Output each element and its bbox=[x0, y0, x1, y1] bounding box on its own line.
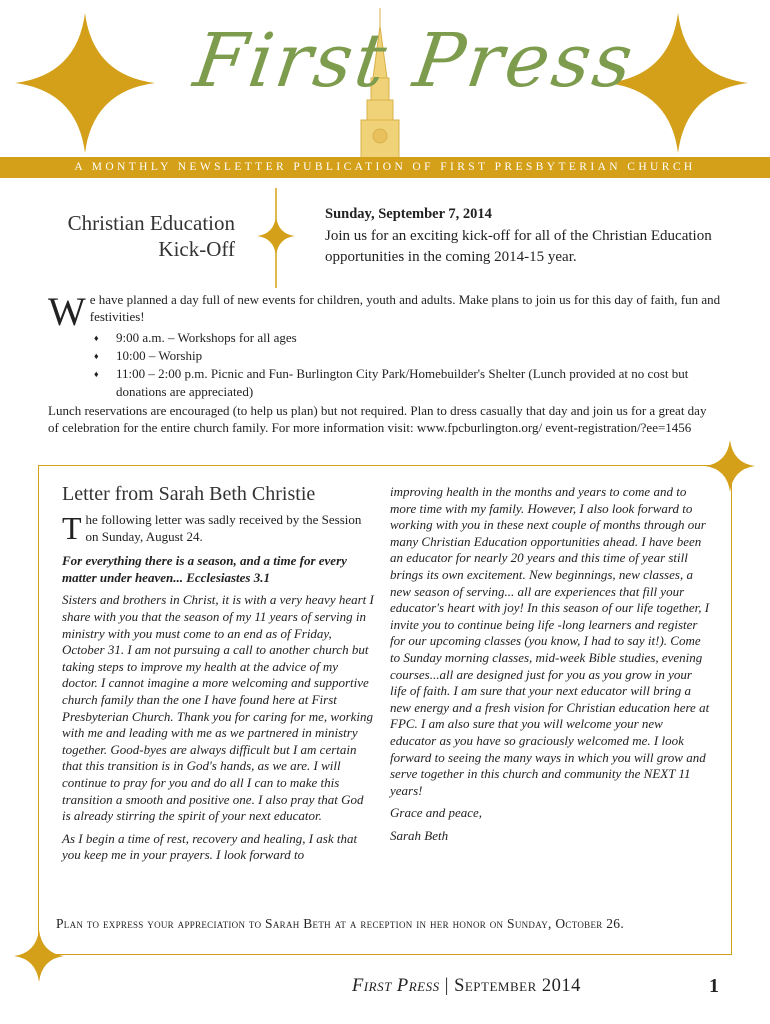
masthead-tagline: A MONTHLY NEWSLETTER PUBLICATION OF FIRST PRESBYTERIAN CHURCH bbox=[0, 157, 770, 178]
schedule-list bbox=[48, 329, 728, 401]
star-icon bbox=[14, 930, 64, 982]
intro-text: e have planned a day full of new events for children, youth and adults. Make plans to join us for this day of faith, fun and festivities! bbox=[89, 292, 721, 324]
schedule-item: ♦ 10:00 – Worship bbox=[94, 347, 728, 365]
event-description: Join us for an exciting kick-off for all of the Christian Education opportunities in the coming 2014-15 year. bbox=[325, 228, 712, 265]
drop-cap: T bbox=[62, 510, 82, 546]
letter-paragraph: improving health in the months and years to come and to more time with my family. However, I also look forward to working with you in these next couple of months through our many Christian Education opportunities ahead. I have been an educator for nearly 20 years and this time of year still brings its own excitement. New beginnings, new classes, a new season of serving... all are experiences that fill your educator's heart with joy! In this season of our life together, I invite you to continue being life -long learners and register for our upcoming classes (you know, I had to say it!). Come to Sunday morning classes, mid-week Bible studies, evening courses...all are designed just for you as you grow in your life of faith. I am sure that your next educator will bring a new energy and a fresh vision for Christian education here at FPC. I am also sure that you will welcome your new educator as you have so graciously welcomed me. I look forward to seeing the many ways in which you will grow and serve together in this church and community the NEXT 11 years! bbox=[390, 484, 710, 798]
letter-heading: Letter from Sarah Beth Christie bbox=[62, 483, 316, 505]
star-icon bbox=[15, 13, 155, 153]
star-icon bbox=[257, 216, 295, 256]
footer bbox=[352, 976, 581, 997]
letter-column-left bbox=[62, 512, 374, 870]
star-icon bbox=[705, 440, 755, 492]
masthead-title: First Press bbox=[188, 18, 641, 104]
footer-brand: First Press bbox=[352, 976, 440, 996]
footer-issue: September 2014 bbox=[454, 976, 581, 996]
letter-paragraph: Sisters and brothers in Christ, it is with a very heavy heart I share with you that the season of my 11 years of serving in ministry with you must come to an end as of Friday, October 31. I am not pursuing a call to another church but taking steps to improve my health at the advice of my doctor. I cannot imagine a more welcoming and supportive church family than the one I have found here at First Presbyterian Church. Thank you for caring for me, working with me and leading with me as we partnered in ministry together. Good-byes are always difficult but I am certain that this transition is in God's hands, as we are. I will continue to pray for you and do all I can to make this transition a smooth and positive one. I also pray that God is already stirring the spirit of your next educator. bbox=[62, 592, 374, 824]
letter-signature: Sarah Beth bbox=[390, 827, 449, 843]
schedule-item: ♦ 11:00 – 2:00 p.m. Picnic and Fun- Burlington City Park/Homebuilder's Shelter (Lunch provided at no cost but donations are appreciated) bbox=[94, 365, 728, 401]
event-date: Sunday, September 7, 2014 bbox=[325, 206, 492, 222]
letter-lead: he following letter was sadly received by the Session on Sunday, August 24. bbox=[85, 512, 362, 544]
page-number: 1 bbox=[709, 975, 719, 997]
scripture-quote: For everything there is a season, and a time for every matter under heaven... Ecclesiastes 3.1 bbox=[62, 553, 347, 585]
intro-block bbox=[48, 291, 728, 401]
event-heading-line1: Christian Education bbox=[67, 211, 235, 235]
schedule-item: ♦ 9:00 a.m. – Workshops for all ages bbox=[94, 329, 728, 347]
reception-note: Plan to express your appreciation to Sarah Beth at a reception in her honor on Sunday, October 26. bbox=[56, 916, 624, 931]
footer-separator: | bbox=[444, 976, 449, 996]
drop-cap: W bbox=[48, 289, 86, 334]
event-heading-line2: Kick-Off bbox=[158, 237, 235, 261]
letter-signoff: Grace and peace, bbox=[390, 805, 483, 821]
intro-closing: Lunch reservations are encouraged (to help us plan) but not required. Plan to dress casually that day and join us for a great day of celebration for the entire church family. For more information visit: www.fpcburlington.org/ event-registration/?ee=1456 bbox=[48, 403, 707, 435]
letter-paragraph: As I begin a time of rest, recovery and healing, I ask that you keep me in your prayers. I look forward to bbox=[62, 830, 358, 863]
event-heading bbox=[30, 210, 235, 262]
letter-column-right bbox=[390, 484, 710, 850]
